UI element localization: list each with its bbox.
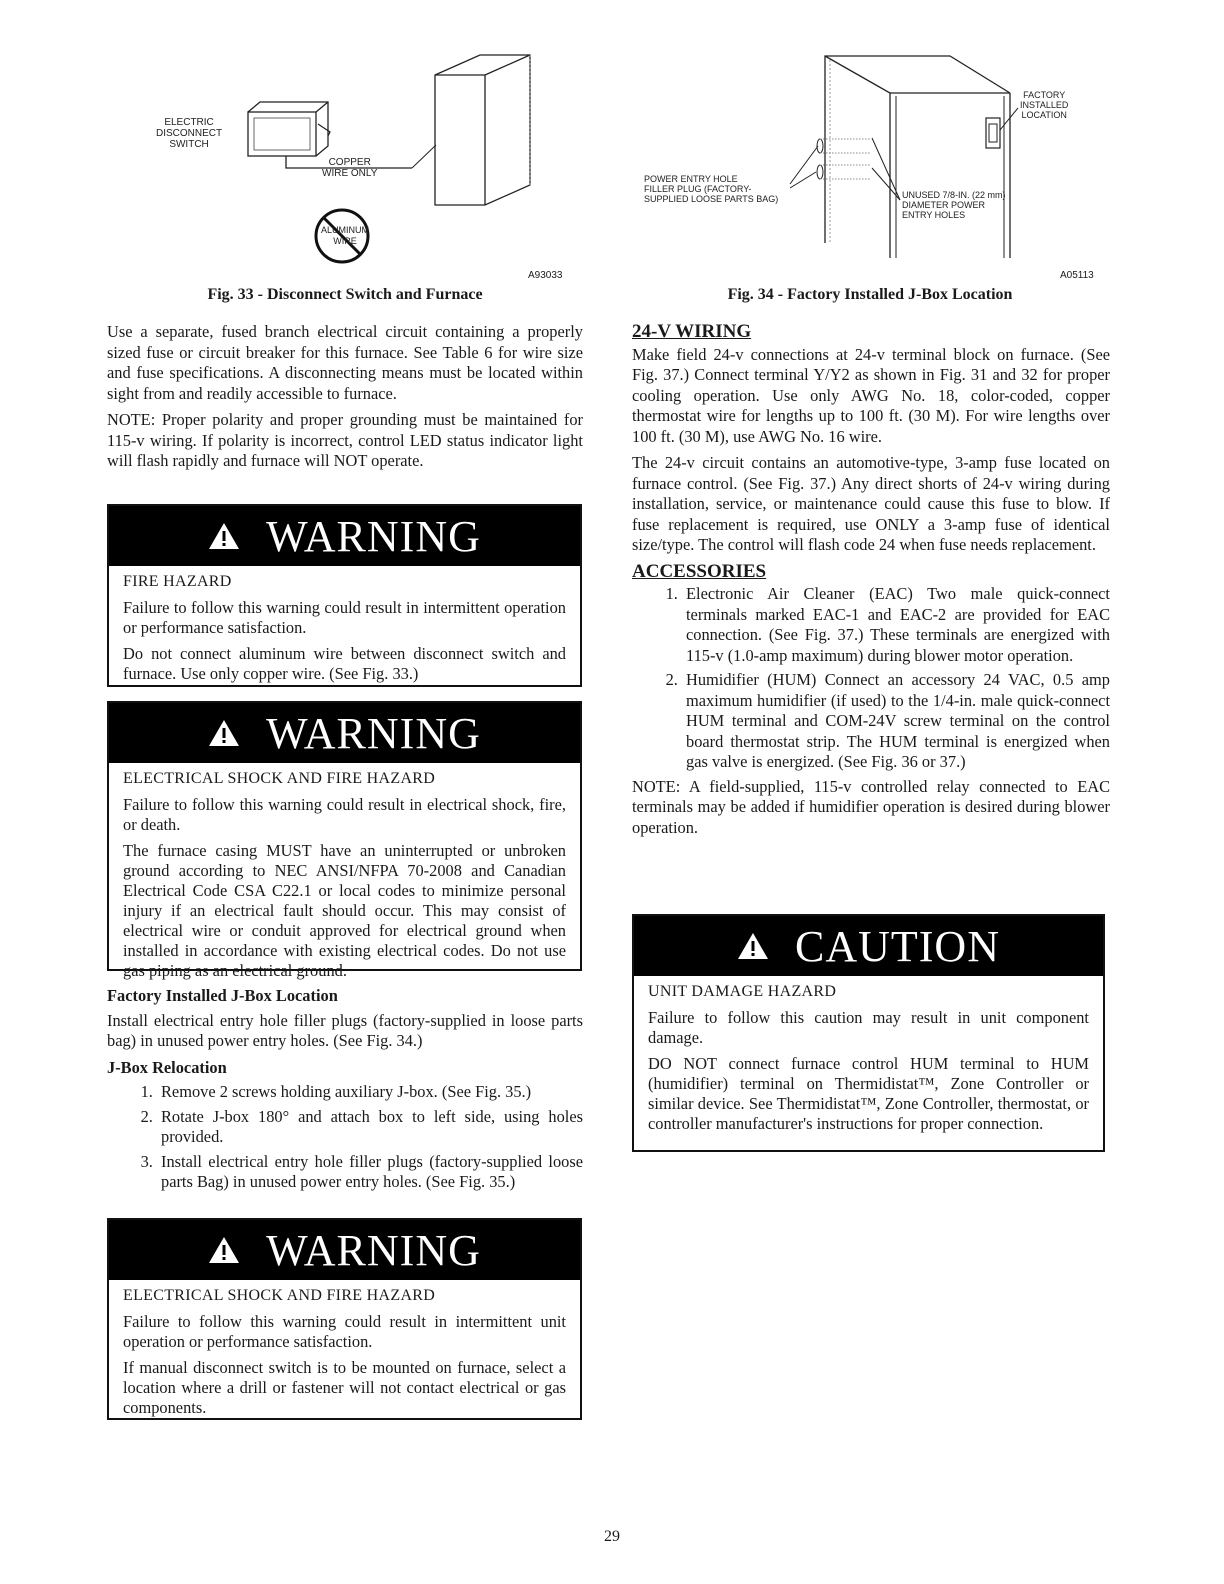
wiring-heading: 24-V WIRING (632, 321, 752, 342)
caution-banner (634, 916, 1103, 976)
list-item: 2. Humidifier (HUM) Connect an accessory 24 VAC, 0.5 amp maximum humidifier (if used) to the 1/4-in. male quick-connect HUM terminal and COM-24V screw terminal on the control board thermostat strip. The HUM terminal is energized when gas valve is energized. (See Fig. 36 or 37.) (682, 670, 1110, 773)
warning-title: WARNING (266, 1225, 481, 1275)
hazard-heading: UNIT DAMAGE HAZARD (648, 983, 837, 1000)
jbox-heading: Factory Installed J-Box Location (107, 986, 338, 1005)
note-label: NOTE: (632, 776, 681, 796)
caution-text: DO NOT connect furnace control HUM terminal to HUM (humidifier) terminal on Thermidistat™, Zone Controller or similar device. See Thermidistat™, Zone Controller, thermostat, or controller manufacturer's instructions for proper connection. (648, 1054, 1089, 1133)
wiring-paragraph: Make field 24-v connections at 24-v terminal block on furnace. (See Fig. 37.) Connect terminal Y/Y2 as shown in Fig. 31 and 32 for proper cooling operation. Use only AWG No. 18, color-coded, copper thermostat wire for lengths up to 100 ft. (30 M). For wire lengths over 100 ft. (30 M), use AWG No. 16 wire. (632, 344, 1110, 446)
warning-triangle-icon (208, 521, 240, 551)
note-paragraph (632, 777, 1110, 839)
left-column (107, 322, 583, 478)
page-number: 29 (604, 1528, 620, 1545)
figure-code: A93033 (528, 270, 563, 281)
list-item: 3. Install electrical entry hole filler plugs (factory-supplied loose parts Bag) in unused power entry holes. (See Fig. 35.) (157, 1152, 583, 1193)
warning-box-mounting (107, 1218, 582, 1420)
relocation-heading: J-Box Relocation (107, 1057, 227, 1077)
warning-title: WARNING (266, 511, 481, 561)
hazard-heading: ELECTRICAL SHOCK AND FIRE HAZARD (123, 1287, 436, 1304)
warning-banner (109, 506, 580, 566)
switch-label: ELECTRIC DISCONNECT SWITCH (156, 117, 223, 150)
jbox-text: Install electrical entry hole filler plugs (factory-supplied in loose parts bag) in unused power entry holes. (See Fig. 34.) (107, 1010, 583, 1050)
right-column (632, 322, 1110, 844)
caution-title: CAUTION (795, 921, 1000, 971)
warning-triangle-icon (208, 718, 240, 748)
note-text: Proper polarity and proper grounding must be maintained for 115-v wiring. If polarity is incorrect, control LED status indicator light will flash rapidly and furnace will NOT operate. (107, 410, 583, 470)
note-text: A field-supplied, 115-v controlled relay connected to EAC terminals may be added if humidifier operation is desired during blower operation. (632, 776, 1110, 837)
warning-box-shock (107, 701, 582, 980)
caution-box (632, 914, 1105, 1152)
accessories-heading: ACCESSORIES (632, 560, 767, 582)
warning-text: Do not connect aluminum wire between disconnect switch and furnace. Use only copper wire. (See Fig. 33.) (123, 644, 566, 683)
unused-holes-label: UNUSED 7/8-IN. (22 mm) DIAMETER POWER ENTRY HOLES (902, 190, 1006, 220)
wiring-paragraph: The 24-v circuit contains an automotive-type, 3-amp fuse located on furnace control. (See Fig. 37.) Any direct shorts of 24-v wiring during installation, service, or maintenance could cause this fuse to blow. If fuse replacement is required, use ONLY a 3-amp fuse of identical size/type. The control will flash code 24 when fuse needs replacement. (632, 453, 1110, 554)
copper-wire-label: COPPER WIRE ONLY (322, 157, 378, 179)
warning-text: If manual disconnect switch is to be mounted on furnace, select a location where a drill or fastener will not contact electrical or gas components. (123, 1358, 566, 1417)
aluminum-wire-label: ALUMINUM WIRE (321, 225, 370, 246)
hazard-heading: ELECTRICAL SHOCK AND FIRE HAZARD (123, 770, 436, 787)
figure-33 (150, 40, 590, 280)
figure-code: A05113 (1060, 270, 1094, 281)
jbox-location-diagram (640, 38, 1110, 282)
warning-triangle-icon (208, 1235, 240, 1265)
figure-33-caption: Fig. 33 - Disconnect Switch and Furnace (207, 286, 483, 303)
note-label: NOTE: (107, 410, 156, 429)
accessories-list (632, 584, 1110, 773)
jbox-section (107, 982, 583, 1197)
warning-banner (109, 703, 580, 763)
warning-text: The furnace casing MUST have an uninterrupted or unbroken ground according to NEC ANSI/NFPA 70-2008 and Canadian Electrical Code CSA C22.1 or local codes to minimize personal injury if an electrical fault should occur. This may consist of electrical wire or conduit approved for electrical ground when installed in accordance with existing electrical codes. Do not use gas piping as an electrical ground. (123, 841, 566, 980)
list-item: 1. Remove 2 screws holding auxiliary J-box. (See Fig. 35.) (157, 1082, 583, 1103)
list-item: 1. Electronic Air Cleaner (EAC) Two male quick-connect terminals marked EAC-1 and EAC-2 are provided for EAC connection. (See Fig. 37.) These terminals are energized with 115-v (1.0-amp maximum) during blower motor operation. (682, 584, 1110, 666)
hazard-heading: FIRE HAZARD (123, 573, 232, 590)
list-item: 2. Rotate J-box 180° and attach box to left side, using holes provided. (157, 1107, 583, 1148)
warning-text: Failure to follow this warning could result in intermittent unit operation or performance satisfaction. (123, 1312, 566, 1351)
warning-banner (109, 1220, 580, 1280)
warning-title: WARNING (266, 708, 481, 758)
caution-text: Failure to follow this caution may result in unit component damage. (648, 1008, 1089, 1047)
filler-plug-label: POWER ENTRY HOLE FILLER PLUG (FACTORY- SUPPLIED LOOSE PARTS BAG) (644, 174, 779, 204)
relocation-steps (107, 1082, 583, 1193)
intro-paragraph: Use a separate, fused branch electrical circuit containing a properly sized fuse or circuit breaker for this furnace. See Table 6 for wire size and fuse specifications. A disconnecting means must be located within sight from and readily accessible to furnace. (107, 322, 583, 403)
warning-box-fire (107, 504, 582, 687)
warning-triangle-icon (737, 931, 769, 961)
warning-text: Failure to follow this warning could result in intermittent operation or performance satisfaction. (123, 598, 566, 637)
warning-text: Failure to follow this warning could result in electrical shock, fire, or death. (123, 795, 566, 834)
note-paragraph (107, 410, 583, 472)
figure-34 (640, 38, 1110, 282)
factory-location-label: FACTORY INSTALLED LOCATION (1020, 90, 1069, 120)
figure-34-caption: Fig. 34 - Factory Installed J-Box Location (727, 286, 1013, 303)
